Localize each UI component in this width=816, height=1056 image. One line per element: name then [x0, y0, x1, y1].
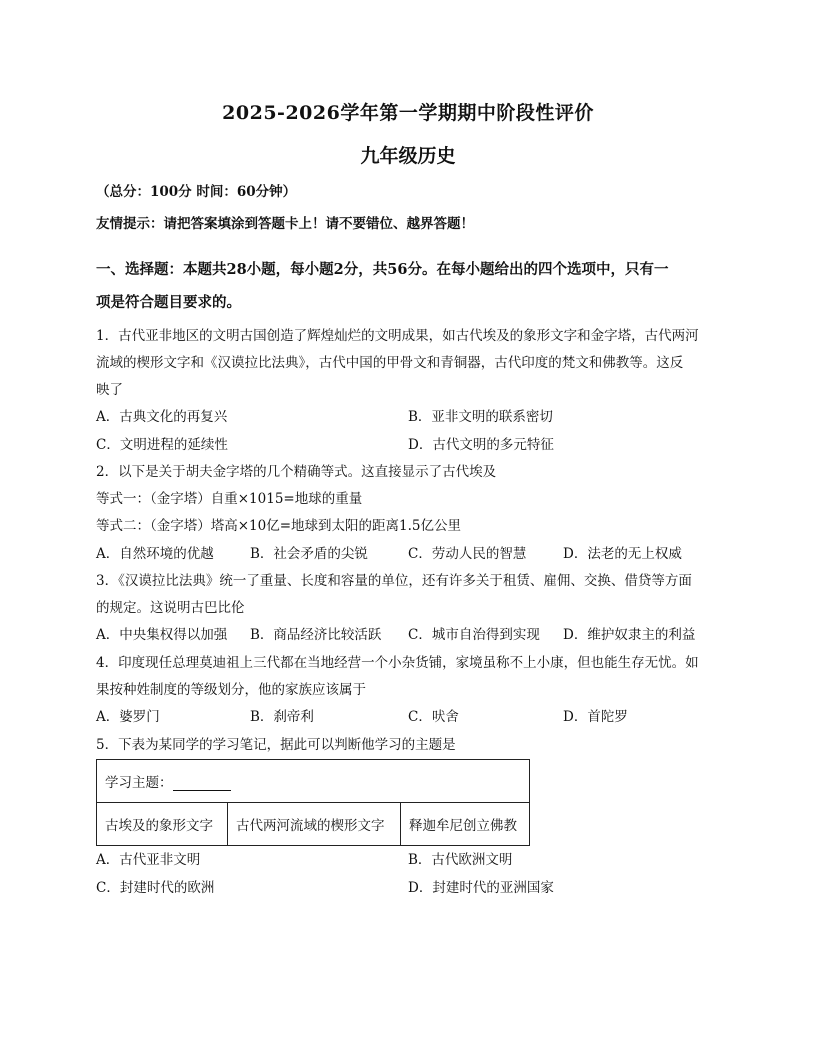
q5-option-d: D．封建时代的亚洲国家	[408, 880, 554, 896]
exam-subject: 九年级历史	[360, 145, 456, 167]
topic-label: 学习主题：	[105, 775, 173, 791]
table-cell-2: 古代两河流域的楔形文字	[228, 803, 401, 846]
q4-stem-line1: 4．印度现任总理莫迪祖上三代都在当地经营一个小杂货铺，家境虽称不上小康，但也能生存无忧。如	[96, 655, 699, 671]
q3-stem-line1: 3．《汉谟拉比法典》统一了重量、长度和容量的单位，还有许多关于租赁、雇佣、交换、借贷等方面	[96, 573, 692, 589]
topic-blank	[173, 776, 231, 791]
table-cell-3: 释迦牟尼创立佛教	[401, 803, 530, 846]
table-row	[97, 760, 530, 803]
exam-title: 2025-2026学年第一学期期中阶段性评价	[222, 102, 594, 124]
q5-option-b: B．古代欧洲文明	[408, 852, 513, 868]
q2-option-a: A．自然环境的优越	[96, 546, 214, 562]
q5-option-c: C．封建时代的欧洲	[96, 880, 215, 896]
score-time: （总分：100分 时间：60分钟）	[96, 184, 297, 200]
q4-stem-line2: 果按种姓制度的等级划分，他的家族应该属于	[96, 682, 366, 698]
table-cell-1: 古埃及的象形文字	[97, 803, 228, 846]
q4-option-a: A．婆罗门	[96, 709, 160, 725]
q5-stem: 5．下表为某同学的学习笔记，据此可以判断他学习的主题是	[96, 737, 456, 753]
q2-equation-2: 等式二：（金字塔）塔高×10亿=地球到太阳的距离1.5亿公里	[96, 518, 462, 534]
q1-stem-line2: 流域的楔形文字和《汉谟拉比法典》，古代中国的甲骨文和青铜器，古代印度的梵文和佛教等。这反	[96, 355, 684, 371]
q2-option-b: B．社会矛盾的尖锐	[250, 546, 368, 562]
q2-option-d: D．法老的无上权威	[563, 546, 682, 562]
table-row	[97, 803, 530, 846]
q3-stem-line2: 的规定。这说明古巴比伦	[96, 600, 245, 616]
q1-option-a: A．古典文化的再复兴	[96, 409, 228, 425]
q1-option-c: C．文明进程的延续性	[96, 437, 228, 453]
q2-stem: 2．以下是关于胡夫金字塔的几个精确等式。这直接显示了古代埃及	[96, 464, 497, 480]
section-heading-line1: 一、选择题：本题共28小题，每小题2分，共56分。在每小题给出的四个选项中，只有一	[96, 261, 669, 278]
section-heading-line2: 项是符合题目要求的。	[96, 294, 241, 311]
q4-option-c: C．吠舍	[408, 709, 459, 725]
q5-option-a: A．古代亚非文明	[96, 852, 201, 868]
q1-option-d: D．古代文明的多元特征	[408, 437, 554, 453]
reminder: 友情提示：请把答案填涂到答题卡上！请不要错位、越界答题！	[96, 216, 474, 232]
q4-option-b: B．刹帝利	[250, 709, 314, 725]
q3-option-b: B．商品经济比较活跃	[250, 627, 382, 643]
q1-stem-line3: 映了	[96, 382, 123, 398]
topic-cell	[97, 760, 530, 803]
q3-option-c: C．城市自治得到实现	[408, 627, 540, 643]
q3-option-d: D．维护奴隶主的利益	[563, 627, 696, 643]
q2-equation-1: 等式一：（金字塔）自重×1015=地球的重量	[96, 491, 363, 507]
q2-option-c: C．劳动人民的智慧	[408, 546, 527, 562]
q1-stem-line1: 1．古代亚非地区的文明古国创造了辉煌灿烂的文明成果，如古代埃及的象形文字和金字塔，古代两河	[96, 328, 699, 344]
q1-option-b: B．亚非文明的联系密切	[408, 409, 553, 425]
q3-option-a: A．中央集权得以加强	[96, 627, 228, 643]
q4-option-d: D．首陀罗	[563, 709, 628, 725]
study-notes-table	[96, 759, 530, 846]
